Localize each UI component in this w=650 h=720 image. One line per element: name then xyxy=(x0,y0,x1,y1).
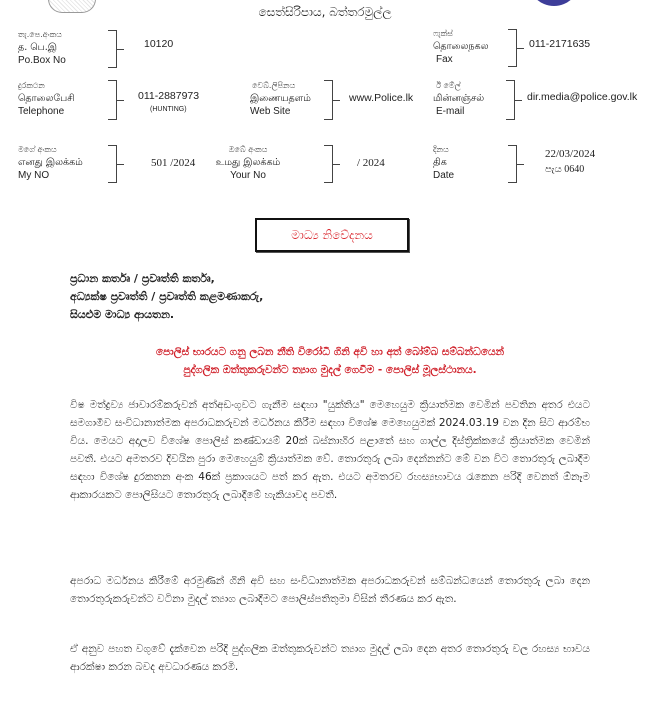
fax-value: 011-2171635 xyxy=(529,38,591,50)
headline-line: පුද්ගලික ඔත්තුකරුවන්ට ත්‍යාග මුදල් ගෙවීම - පොලිස් මූලස්ථානය. xyxy=(183,364,477,376)
recipient-line: අධ්‍යක්ෂ ප්‍රවෘත්ති / ප්‍රවෘත්ති කළමණාකරු, xyxy=(70,290,264,303)
website-label: වෙබ්.ලිපිනය இணையதளம் Web Site xyxy=(250,81,311,117)
date-value: 22/03/2024 xyxy=(545,148,596,160)
website-link[interactable]: www.Police.lk xyxy=(349,92,414,104)
fax-bracket xyxy=(508,29,517,67)
header-address: සෙත්සිරිපාය, බත්තරමුල්ල xyxy=(258,5,392,19)
your-no-value: / 2024 xyxy=(357,157,385,169)
date-bracket xyxy=(508,145,517,183)
telephone-note: (HUNTING) xyxy=(150,106,187,113)
my-no-value: 501 /2024 xyxy=(151,157,196,169)
recipient-line: ප්‍රධාන කර්තෘ / ප්‍රවෘත්ති කර්තෘ, xyxy=(70,272,215,285)
my-no-label: මගේ අංකය எனது இலக்கம் My NO xyxy=(18,145,83,181)
pobox-value: 10120 xyxy=(144,38,174,50)
telephone-bracket xyxy=(108,80,117,120)
pobox-bracket xyxy=(108,30,117,68)
website-bracket xyxy=(324,80,333,120)
document-title-box xyxy=(255,218,409,252)
email-bracket xyxy=(506,80,515,120)
pobox-label: තැ.පෙ.අංකය த. பெ.இ Po.Box No xyxy=(18,30,66,66)
document-title: මාධ්‍ය නිවේදනය xyxy=(291,227,373,242)
headline-line: පොලිස් භාරයට ගනු ලබන නීති විරෝධී ගිනි අවි හා අත් බෝම්බ සම්බන්ධයෙන් xyxy=(155,346,505,358)
body-paragraph-3: ඒ අනුව පහත වගුවේ දැක්වෙන පරිදි පුද්ගලික ඔත්තුකරුවන්ට ත්‍යාග මුදල් ලබා දෙන අතර තොරතුරු වල රහස්‍ය භාවය ආරක්ෂා කරන බවද අවධාරණය කරමි. xyxy=(70,643,590,673)
body-paragraph-1: විෂ මත්ද්‍රව්‍ය ජාවාරම්කරුවන් අත්අඩංගුවට ගැනීම සඳහා "යුක්තිය" මෙහෙයුම ක්‍රියාත්මක වෙමින් පවතින අතර එයට සමගාමීව සංවිධානාත්මක අපරාධකරුවන් මර්ධනය කිරීම සඳහා විශේෂ මෙහෙයුමක් 2024.03.19 වන දින සිට ආරම්භ විය. මෙයට අදාලව විශේෂ පොලිස් කණ්ඩායම් 20ක් බස්නාහිර පළාතේ සහ ගාල්ල දිස්ත්‍රික්කයේ ක්‍රියාත්මක වෙමින් පවතී. එයට අමතරව දිවයින පුරා මෙහෙයුම් ක්‍රියාත්මක වේ. තොරතුරු ලබා දෙන්නන්ට මේ වන විට තොරතුරු ලබාදීම සඳහා විශේෂ දුරකතන අංක 46ක් ප්‍රකාශයට පත් කර ඇත. එයට අමතරව රහස්‍යභාවය රැකෙන පරිදි වෙනත් ඕනෑම ආකාරයකට පොලිසියට තොරතුරු ලබාදීමේ හැකියාවද පවතී. xyxy=(70,399,590,501)
date-label: දිනය திக Date xyxy=(433,145,455,181)
recipient-line: සියළුම මාධ්‍ය ආයතන. xyxy=(70,308,175,321)
email-label: ඊ මේල් மின்னஞ்சல் E-mail xyxy=(433,81,485,117)
recipients xyxy=(70,270,263,324)
fax-label: ෆැක්ස් தொலைநகல Fax xyxy=(433,29,489,65)
your-no-bracket xyxy=(324,145,333,183)
email-link[interactable]: dir.media@police.gov.lk xyxy=(527,91,638,103)
telephone-label: දුරකථන தொலைபேசி Telephone xyxy=(18,81,75,117)
time-value: පැය 0640 xyxy=(545,164,585,175)
your-no-label: ඔබේ අංකය உமது இலக்கம் Your No xyxy=(215,145,281,181)
telephone-value: 011-2887973 xyxy=(138,90,200,102)
headline xyxy=(70,343,590,379)
my-no-bracket xyxy=(108,145,117,183)
body-paragraph-2: අපරාධ මර්ධනය කිරීමේ අරමුණින් ගිනි අවි සහ සංවිධානාත්මක අපරාධකරුවන් සම්බන්ධයෙන් තොරතුරු ලබා දෙන තොරතුරුකරුවන්ට වටිනා මුදල් ත්‍යාග ලබාදීමට පොලිස්පතිතුමා විසින් තීරණය කර ඇත. xyxy=(70,575,590,605)
